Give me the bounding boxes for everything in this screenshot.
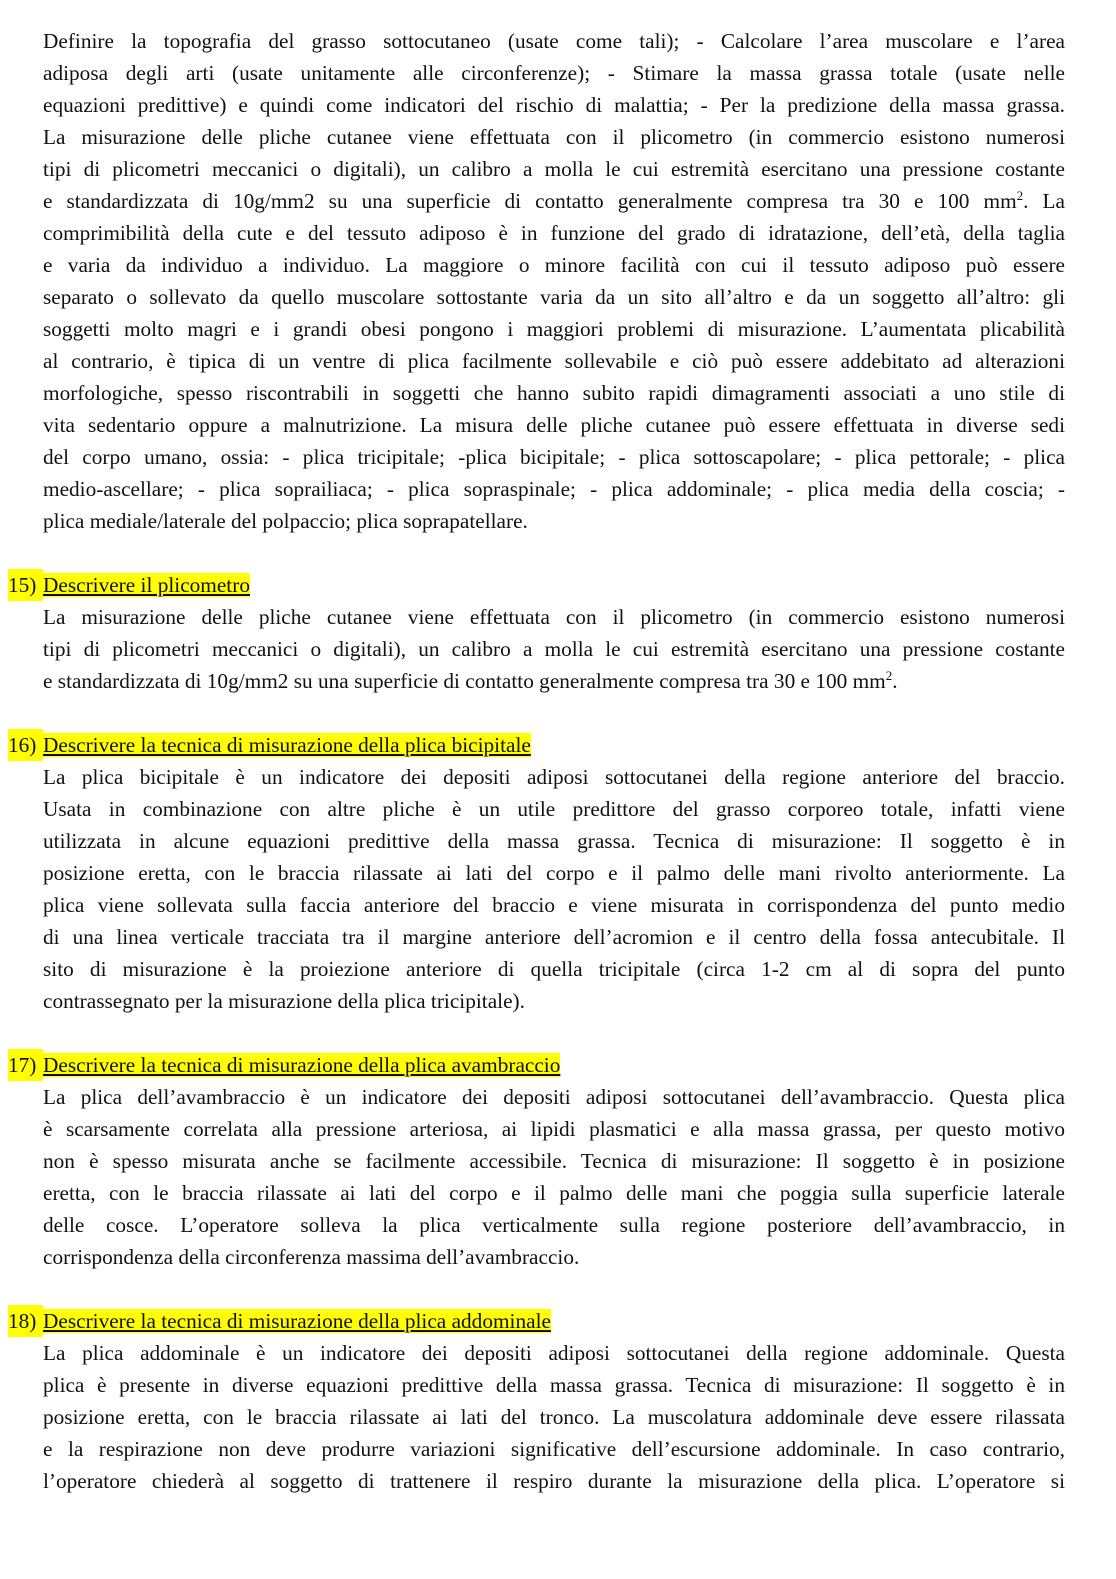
document-page bbox=[0, 25, 1116, 1497]
text-line: La misurazione delle pliche cutanee viene effettuata con il plicometro (in commercio esistono numerosi bbox=[43, 125, 1065, 149]
text-line: sito di misurazione è la proiezione anteriore di quella tricipitale (circa 1-2 cm al di sopra del punto bbox=[43, 957, 1065, 981]
section-15 bbox=[0, 569, 1116, 697]
text-line: e varia da individuo a individuo. La maggiore o minore facilità con cui il tessuto adiposo può essere bbox=[43, 253, 1065, 277]
text-line: tipi di plicometri meccanici o digitali), un calibro a molla le cui estremità esercitano una pressione costante bbox=[43, 637, 1065, 661]
section-heading bbox=[8, 1305, 1116, 1337]
section-number: 17) bbox=[8, 1049, 43, 1081]
section-heading bbox=[8, 729, 1116, 761]
section-title: Descrivere la tecnica di misurazione della plica bicipitale bbox=[43, 733, 531, 757]
text-line: adiposa degli arti (usate unitamente alle circonferenze); - Stimare la massa grassa totale (usate nelle bbox=[43, 61, 1065, 85]
text-line: posizione eretta, con le braccia rilassate ai lati del corpo e il palmo delle mani rivolto anteriormente. La bbox=[43, 861, 1065, 885]
text-line: e la respirazione non deve produrre variazioni significative dell’escursione addominale. In caso contrario, bbox=[43, 1437, 1065, 1461]
section-heading bbox=[8, 569, 1116, 601]
text-line: Definire la topografia del grasso sottocutaneo (usate come tali); - Calcolare l’area muscolare e l’area bbox=[43, 29, 1065, 53]
text-line: vita sedentario oppure a malnutrizione. La misura delle pliche cutanee può essere effettuata in diverse sedi bbox=[43, 413, 1065, 437]
section-heading bbox=[8, 1049, 1116, 1081]
text-line: La misurazione delle pliche cutanee viene effettuata con il plicometro (in commercio esistono numerosi bbox=[43, 605, 1065, 629]
section-number: 16) bbox=[8, 729, 43, 761]
section-title: Descrivere la tecnica di misurazione della plica avambraccio bbox=[43, 1053, 561, 1077]
text-line: non è spesso misurata anche se facilmente accessibile. Tecnica di misurazione: Il soggetto è in posizione bbox=[43, 1149, 1065, 1173]
text-line: plica viene sollevata sulla faccia anteriore del braccio e viene misurata in corrispondenza del punto medio bbox=[43, 893, 1065, 917]
section-16 bbox=[0, 729, 1116, 1017]
text-line: è scarsamente correlata alla pressione arteriosa, ai lipidi plasmatici e alla massa grassa, per questo motivo bbox=[43, 1117, 1065, 1141]
text-line: posizione eretta, con le braccia rilassate ai lati del tronco. La muscolatura addominale deve essere rilassata bbox=[43, 1405, 1065, 1429]
text-line: plica è presente in diverse equazioni predittive della massa grassa. Tecnica di misurazione: Il soggetto è in bbox=[43, 1373, 1065, 1397]
text-line: l’operatore chiederà al soggetto di trattenere il respiro durante la misurazione della plica. L’operatore si bbox=[43, 1469, 1065, 1493]
text-line: e standardizzata di 10g/mm2 su una superficie di contatto generalmente compresa tra 30 e 100 $mm^2$. La bbox=[43, 187, 1065, 213]
text-line: corrispondenza della circonferenza massima dell’avambraccio. bbox=[43, 1245, 580, 1269]
text-line: equazioni predittive) e quindi come indicatori del rischio di malattia; - Per la predizione della massa grassa. bbox=[43, 93, 1065, 117]
section-title: Descrivere il plicometro bbox=[43, 573, 250, 597]
text-line: di una linea verticale tracciata tra il margine anteriore dell’acromion e il centro della fossa antecubitale. Il bbox=[43, 925, 1065, 949]
text-line: utilizzata in alcune equazioni predittive della massa grassa. Tecnica di misurazione: Il soggetto è in bbox=[43, 829, 1065, 853]
text-line: contrassegnato per la misurazione della plica tricipitale). bbox=[43, 989, 525, 1013]
text-line: medio-ascellare; - plica soprailiaca; - plica sopraspinale; - plica addominale; - plica media della coscia; - bbox=[43, 477, 1065, 501]
text-line: La plica addominale è un indicatore dei depositi adiposi sottocutanei della regione addominale. Questa bbox=[43, 1341, 1065, 1365]
text-line: e standardizzata di 10g/mm2 su una superficie di contatto generalmente compresa tra 30 e 100 $mm^2$. bbox=[43, 667, 898, 693]
text-line: morfologiche, spesso riscontrabili in soggetti che hanno subito rapidi dimagramenti associati a uno stile di bbox=[43, 381, 1065, 405]
text-line: plica mediale/laterale del polpaccio; plica soprapatellare. bbox=[43, 509, 528, 533]
section-18 bbox=[0, 1305, 1116, 1497]
intro-paragraph bbox=[0, 25, 1116, 537]
text-line: La plica bicipitale è un indicatore dei depositi adiposi sottocutanei della regione anteriore del braccio. bbox=[43, 765, 1065, 789]
text-line: delle cosce. L’operatore solleva la plica verticalmente sulla regione posteriore dell’avambraccio, in bbox=[43, 1213, 1065, 1237]
text-line: eretta, con le braccia rilassate ai lati del corpo e il palmo delle mani che poggia sulla superficie laterale bbox=[43, 1181, 1065, 1205]
text-line: tipi di plicometri meccanici o digitali), un calibro a molla le cui estremità esercitano una pressione costante bbox=[43, 157, 1065, 181]
text-line: del corpo umano, ossia: - plica tricipitale; -plica bicipitale; - plica sottoscapolare; - plica pettorale; - plica bbox=[43, 445, 1065, 469]
text-line: Usata in combinazione con altre pliche è un utile predittore del grasso corporeo totale, infatti viene bbox=[43, 797, 1065, 821]
section-title: Descrivere la tecnica di misurazione della plica addominale bbox=[43, 1309, 551, 1333]
section-number: 18) bbox=[8, 1305, 43, 1337]
section-number: 15) bbox=[8, 569, 43, 601]
text-line: separato o sollevato da quello muscolare sottostante varia da un sito all’altro e da un soggetto all’altro: gli bbox=[43, 285, 1065, 309]
section-17 bbox=[0, 1049, 1116, 1273]
text-line: comprimibilità della cute e del tessuto adiposo è in funzione del grado di idratazione, dell’età, della taglia bbox=[43, 221, 1065, 245]
text-line: al contrario, è tipica di un ventre di plica facilmente sollevabile e ciò può essere addebitato ad alterazioni bbox=[43, 349, 1065, 373]
text-line: La plica dell’avambraccio è un indicatore dei depositi adiposi sottocutanei dell’avambraccio. Questa plica bbox=[43, 1085, 1065, 1109]
text-line: soggetti molto magri e i grandi obesi pongono i maggiori problemi di misurazione. L’aumentata plicabilità bbox=[43, 317, 1065, 341]
